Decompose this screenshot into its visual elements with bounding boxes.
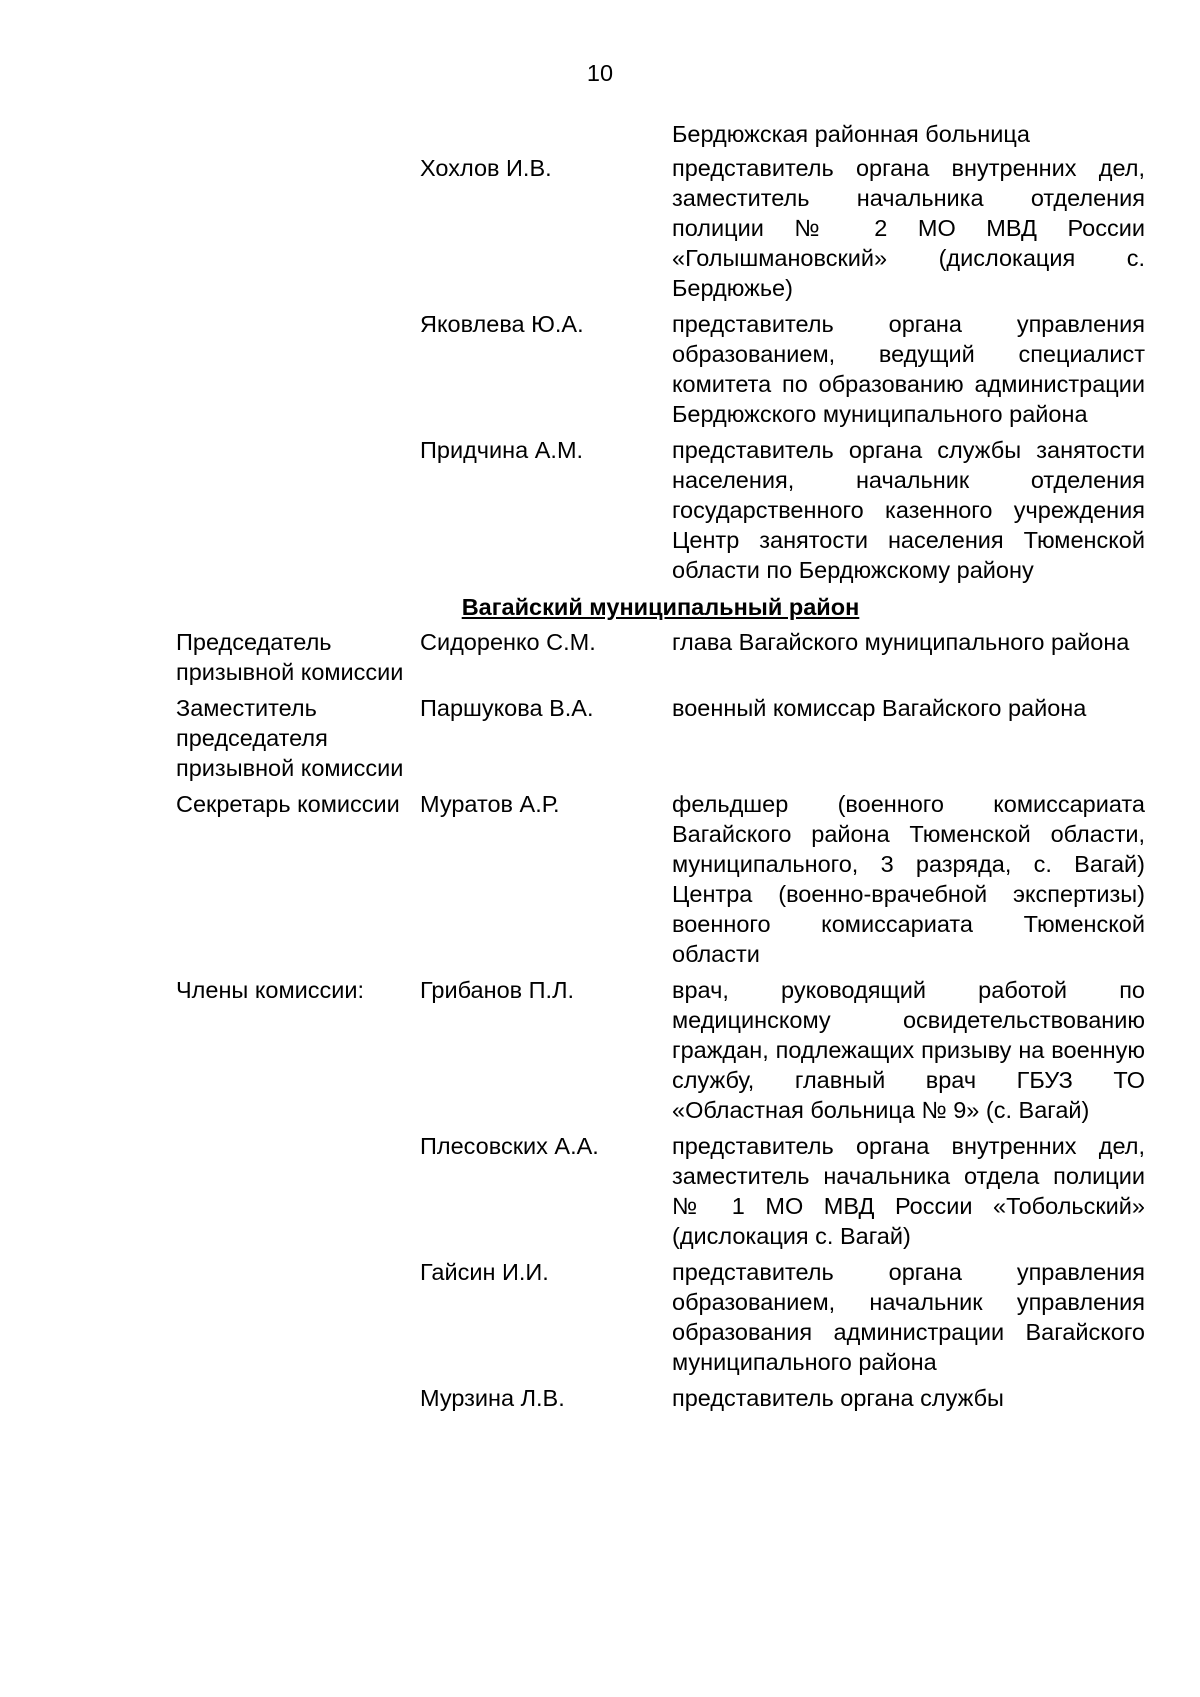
member-description: представитель органа внутренних дел, заместитель начальника отдела полиции № 1 МО МВД России «Тобольский» (дислокация с. Вагай) [672, 1133, 1145, 1249]
member-name: Паршукова В.А. [420, 695, 594, 721]
member-description: военный комиссар Вагайского района [672, 695, 1087, 721]
member-row [176, 1131, 1145, 1251]
member-description: представитель органа службы занятости населения, начальник отделения государственного казенного учреждения Центр занятости населения Тюменской области по Бердюжскому району [672, 437, 1145, 583]
member-role [176, 1383, 420, 1413]
member-description: глава Вагайского муниципального района [672, 629, 1130, 655]
member-name: Гайсин И.И. [420, 1259, 549, 1285]
member-role: Секретарь комиссии [176, 791, 400, 817]
member-role: Члены комиссии: [176, 977, 365, 1003]
member-description: представитель органа внутренних дел, заместитель начальника отделения полиции № 2 МО МВД России «Голышмановский» (дислокация с. Бердюжье) [672, 155, 1145, 301]
member-role: Председатель призывной комиссии [176, 629, 404, 685]
member-role [176, 1257, 420, 1377]
member-description: фельдшер (военного комиссариата Вагайского района Тюменской области, муниципального, 3 разряда, с. Вагай) Центра (военно-врачебной экспертизы) военного комиссариата Тюменской области [672, 791, 1145, 967]
member-row [176, 153, 1145, 303]
member-role [176, 1131, 420, 1251]
member-name: Муратов А.Р. [420, 791, 560, 817]
member-description: Бердюжская районная больница [672, 121, 1030, 147]
member-name: Грибанов П.Л. [420, 977, 575, 1003]
member-row [176, 309, 1145, 429]
member-row [176, 975, 1145, 1125]
page-number: 10 [586, 60, 614, 86]
member-row [176, 627, 1145, 687]
section-title: Вагайский муниципальный район [461, 594, 860, 620]
member-row [176, 1257, 1145, 1377]
continuation-row [176, 119, 1145, 149]
member-name: Яковлева Ю.А. [420, 311, 584, 337]
member-row [176, 1383, 1145, 1413]
commission-list [176, 119, 1145, 1419]
member-name: Хохлов И.В. [420, 155, 552, 181]
member-description: врач, руководящий работой по медицинскому освидетельствованию граждан, подлежащих призыву на военную службу, главный врач ГБУЗ ТО «Областная больница № 9» (с. Вагай) [672, 977, 1145, 1123]
member-name: Сидоренко С.М. [420, 629, 596, 655]
member-row [176, 789, 1145, 969]
member-description: представитель органа управления образованием, начальник управления образования администрации Вагайского муниципального района [672, 1259, 1145, 1375]
member-name: Мурзина Л.В. [420, 1385, 565, 1411]
member-description: представитель органа управления образованием, ведущий специалист комитета по образованию администрации Бердюжского муниципального района [672, 311, 1145, 427]
member-role: Заместитель председателя призывной комиссии [176, 695, 404, 781]
member-row [176, 435, 1145, 585]
member-name: Придчина А.М. [420, 437, 584, 463]
member-description: представитель органа службы [672, 1385, 1004, 1411]
member-row [176, 693, 1145, 783]
member-name: Плесовских А.А. [420, 1133, 599, 1159]
